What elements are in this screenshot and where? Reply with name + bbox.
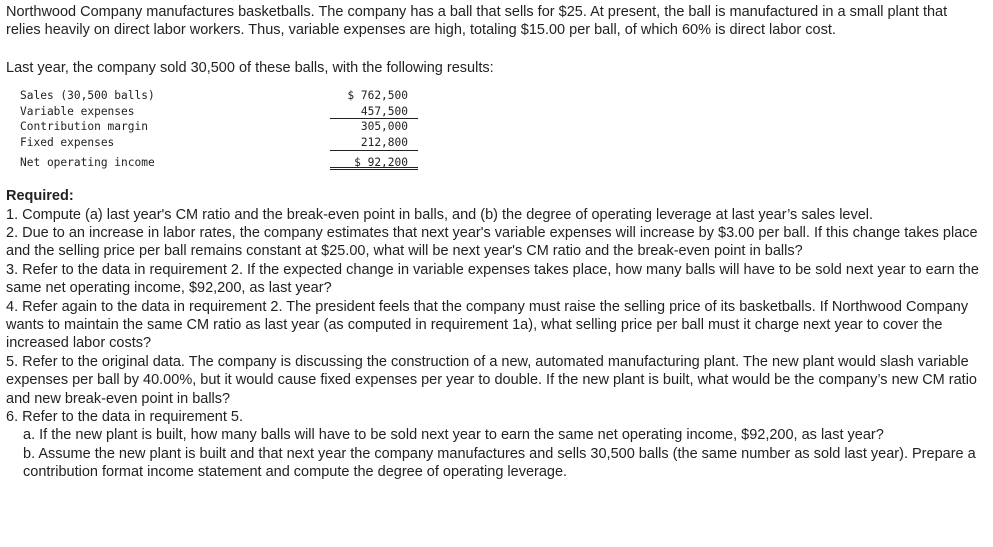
requirements-section: [6, 187, 986, 482]
statement-row-net-operating-income: [20, 155, 420, 171]
requirement-subitem: b. Assume the new plant is built and that next year the company manufactures and sells 30,500 balls (the same number as sold last year). Prepare a contribution format income statement and compute the degree of operating leverage.: [23, 445, 976, 481]
row-label: Variable expenses: [20, 104, 135, 118]
requirement-item: 4. Refer again to the data in requirement 2. The president feels that the company must raise the selling price of its basketballs. If Northwood Company wants to maintain the same CM ratio as last year (as computed in requirement 1a), what selling price per ball must it charge next year to cover the increased labor costs?: [6, 298, 969, 352]
row-value: 212,800: [330, 135, 418, 151]
statement-row-fixed-expenses: [20, 135, 420, 151]
row-label: Contribution margin: [20, 120, 148, 134]
requirements-list: [6, 206, 986, 482]
intro-paragraph: Northwood Company manufactures basketballs. The company has a ball that sells for $25. At present, the ball is manufactured in a small plant that relies heavily on direct labor workers. Thus, variable expenses are high, totaling $15.00 per ball, of which 60% is direct labor cost.: [6, 4, 948, 39]
requirement-subitem: a. If the new plant is built, how many balls will have to be sold next year to earn the same net operating income, $92,200, as last year?: [23, 427, 884, 444]
statement-row-variable-expenses: [20, 104, 420, 120]
row-label: Net operating income: [20, 155, 155, 169]
row-value: $ 92,200: [330, 155, 418, 171]
requirement-item: 5. Refer to the original data. The company is discussing the construction of a new, automated manufacturing plant. The new plant would slash variable expenses per ball by 40.00%, but it would cause fixed expenses per year to double. If the new plant is built, what would be the company’s new CM ratio and new break-even point in balls?: [6, 353, 977, 407]
requirement-item: 6. Refer to the data in requirement 5.: [6, 409, 243, 426]
row-value: $ 762,500: [347, 89, 408, 103]
last-year-sentence: Last year, the company sold 30,500 of these balls, with the following results:: [6, 59, 494, 76]
required-heading: Required:: [6, 188, 74, 205]
requirement-item: 2. Due to an increase in labor rates, the company estimates that next year's variable expenses will increase by $3.00 per ball. If this change takes place and the selling price per ball remains constant at $25.00, what will be next year's CM ratio and the break-even point in balls?: [6, 225, 978, 260]
requirement-item: 1. Compute (a) last year's CM ratio and the break-even point in balls, and (b) the degree of operating leverage at last year’s sales level.: [6, 206, 874, 223]
row-label: Sales (30,500 balls): [20, 89, 155, 103]
row-label: Fixed expenses: [20, 136, 115, 149]
problem-page: [6, 3, 986, 482]
row-value: 457,500: [330, 104, 418, 120]
requirement-item: 3. Refer to the data in requirement 2. If the expected change in variable expenses takes place, how many balls will have to be sold next year to earn the same net operating income, $92,200, as last year?: [6, 261, 979, 297]
statement-row-contribution-margin: [20, 119, 420, 135]
statement-row-sales: [20, 88, 420, 104]
row-value: 305,000: [360, 120, 408, 134]
income-statement: [20, 88, 420, 170]
